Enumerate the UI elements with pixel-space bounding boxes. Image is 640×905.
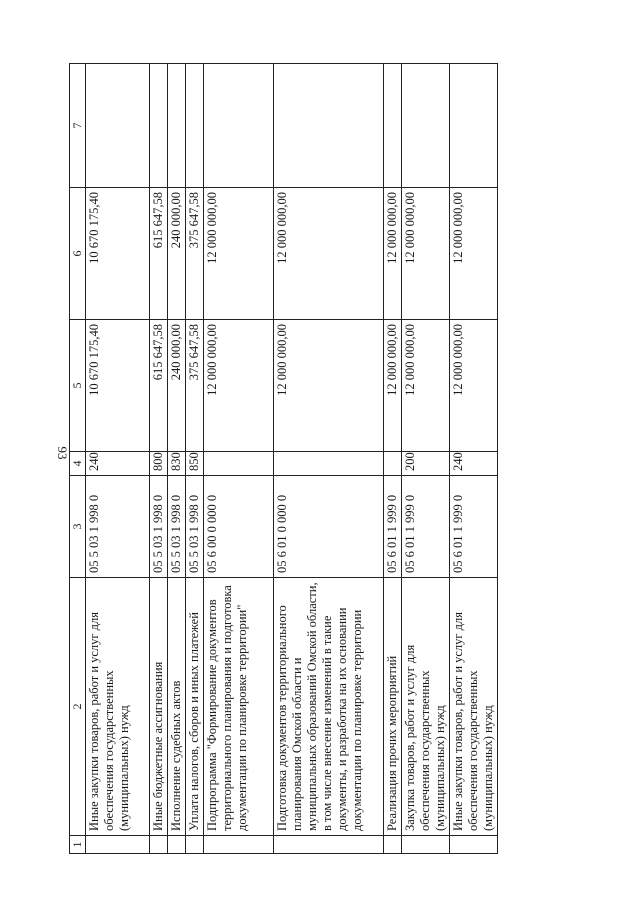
row-expense-type-cell: 800 xyxy=(150,452,168,476)
row-sum-col6-cell: 375 647,58 xyxy=(186,188,204,320)
row-col7-cell xyxy=(402,64,450,188)
row-sum-col5-cell: 12 000 000,00 xyxy=(402,320,450,452)
row-code-cell: 05 6 01 1 999 0 xyxy=(384,476,402,578)
row-col1-cell xyxy=(204,836,274,854)
row-name-cell: Иные закупки товаров, работ и услуг для обеспечения государственных (муниципальных) нужд xyxy=(450,578,498,836)
row-expense-type-cell: 850 xyxy=(186,452,204,476)
row-col1-cell xyxy=(86,836,150,854)
row-expense-type-cell xyxy=(384,452,402,476)
table-row xyxy=(402,64,450,854)
row-col1-cell xyxy=(450,836,498,854)
row-sum-col5-cell: 240 000,00 xyxy=(168,320,186,452)
header-cell-col-3: 3 xyxy=(70,476,86,578)
table-row xyxy=(86,64,150,854)
row-name-cell: Иные бюджетные ассигнования xyxy=(150,578,168,836)
row-sum-col5-cell: 12 000 000,00 xyxy=(384,320,402,452)
row-sum-col6-cell: 12 000 000,00 xyxy=(450,188,498,320)
row-expense-type-cell xyxy=(204,452,274,476)
row-col1-cell xyxy=(402,836,450,854)
row-sum-col6-cell: 12 000 000,00 xyxy=(402,188,450,320)
row-col7-cell xyxy=(384,64,402,188)
budget-table xyxy=(69,63,498,854)
row-code-cell: 05 5 03 1 998 0 xyxy=(168,476,186,578)
row-name-cell: Исполнение судебных актов xyxy=(168,578,186,836)
row-code-cell: 05 6 01 1 999 0 xyxy=(450,476,498,578)
row-name-cell: Иные закупки товаров, работ и услуг для обеспечения государственных (муниципальных) нужд xyxy=(86,578,150,836)
row-sum-col5-cell: 375 647,58 xyxy=(186,320,204,452)
row-code-cell: 05 5 03 1 998 0 xyxy=(150,476,168,578)
row-col7-cell xyxy=(450,64,498,188)
table-row xyxy=(384,64,402,854)
row-col1-cell xyxy=(150,836,168,854)
row-expense-type-cell: 240 xyxy=(86,452,150,476)
table-row xyxy=(186,64,204,854)
row-expense-type-cell xyxy=(274,452,384,476)
row-sum-col5-cell: 615 647,58 xyxy=(150,320,168,452)
table-header-row xyxy=(70,64,86,854)
row-sum-col5-cell: 12 000 000,00 xyxy=(204,320,274,452)
row-sum-col6-cell: 615 647,58 xyxy=(150,188,168,320)
table-row xyxy=(204,64,274,854)
row-name-cell: Подготовка документов территориального планирования Омской области и муниципальных образований Омской области, в том числе внесение изменений в такие документы, и разработка на их основании документации по планировке территории xyxy=(274,578,384,836)
table-row xyxy=(274,64,384,854)
row-code-cell: 05 6 01 1 999 0 xyxy=(402,476,450,578)
row-col7-cell xyxy=(274,64,384,188)
row-name-cell: Закупка товаров, работ и услуг для обеспечения государственных (муниципальных) нужд xyxy=(402,578,450,836)
row-sum-col6-cell: 12 000 000,00 xyxy=(204,188,274,320)
row-sum-col6-cell: 240 000,00 xyxy=(168,188,186,320)
row-col7-cell xyxy=(186,64,204,188)
row-code-cell: 05 5 03 1 998 0 xyxy=(186,476,204,578)
row-col7-cell xyxy=(168,64,186,188)
row-expense-type-cell: 200 xyxy=(402,452,450,476)
row-code-cell: 05 6 01 0 000 0 xyxy=(274,476,384,578)
row-col1-cell xyxy=(168,836,186,854)
row-name-cell: Уплата налогов, сборов и иных платежей xyxy=(186,578,204,836)
row-col7-cell xyxy=(204,64,274,188)
row-name-cell: Реализация прочих мероприятий xyxy=(384,578,402,836)
row-expense-type-cell: 240 xyxy=(450,452,498,476)
table-row xyxy=(168,64,186,854)
row-sum-col6-cell: 12 000 000,00 xyxy=(384,188,402,320)
table-viewport xyxy=(69,64,495,854)
header-cell-col-6: 6 xyxy=(70,188,86,320)
row-sum-col5-cell: 12 000 000,00 xyxy=(274,320,384,452)
header-cell-col-2: 2 xyxy=(70,578,86,836)
row-col7-cell xyxy=(150,64,168,188)
table-row xyxy=(150,64,168,854)
header-cell-col-5: 5 xyxy=(70,320,86,452)
row-sum-col6-cell: 12 000 000,00 xyxy=(274,188,384,320)
table-row xyxy=(450,64,498,854)
row-col1-cell xyxy=(274,836,384,854)
row-sum-col6-cell: 10 670 175,40 xyxy=(86,188,150,320)
rotated-table-container xyxy=(69,64,495,854)
header-cell-col-7: 7 xyxy=(70,64,86,188)
row-col1-cell xyxy=(384,836,402,854)
row-col1-cell xyxy=(186,836,204,854)
page-number: 93 xyxy=(55,446,70,460)
row-name-cell: Подпрограмма "Формирование документов территориального планирования и подготовка документации по планировке территории" xyxy=(204,578,274,836)
row-sum-col5-cell: 10 670 175,40 xyxy=(86,320,150,452)
row-code-cell: 05 6 00 0 000 0 xyxy=(204,476,274,578)
row-expense-type-cell: 830 xyxy=(168,452,186,476)
row-code-cell: 05 5 03 1 998 0 xyxy=(86,476,150,578)
row-sum-col5-cell: 12 000 000,00 xyxy=(450,320,498,452)
row-col7-cell xyxy=(86,64,150,188)
header-cell-col-4: 4 xyxy=(70,452,86,476)
header-cell-col-1: 1 xyxy=(70,836,86,854)
